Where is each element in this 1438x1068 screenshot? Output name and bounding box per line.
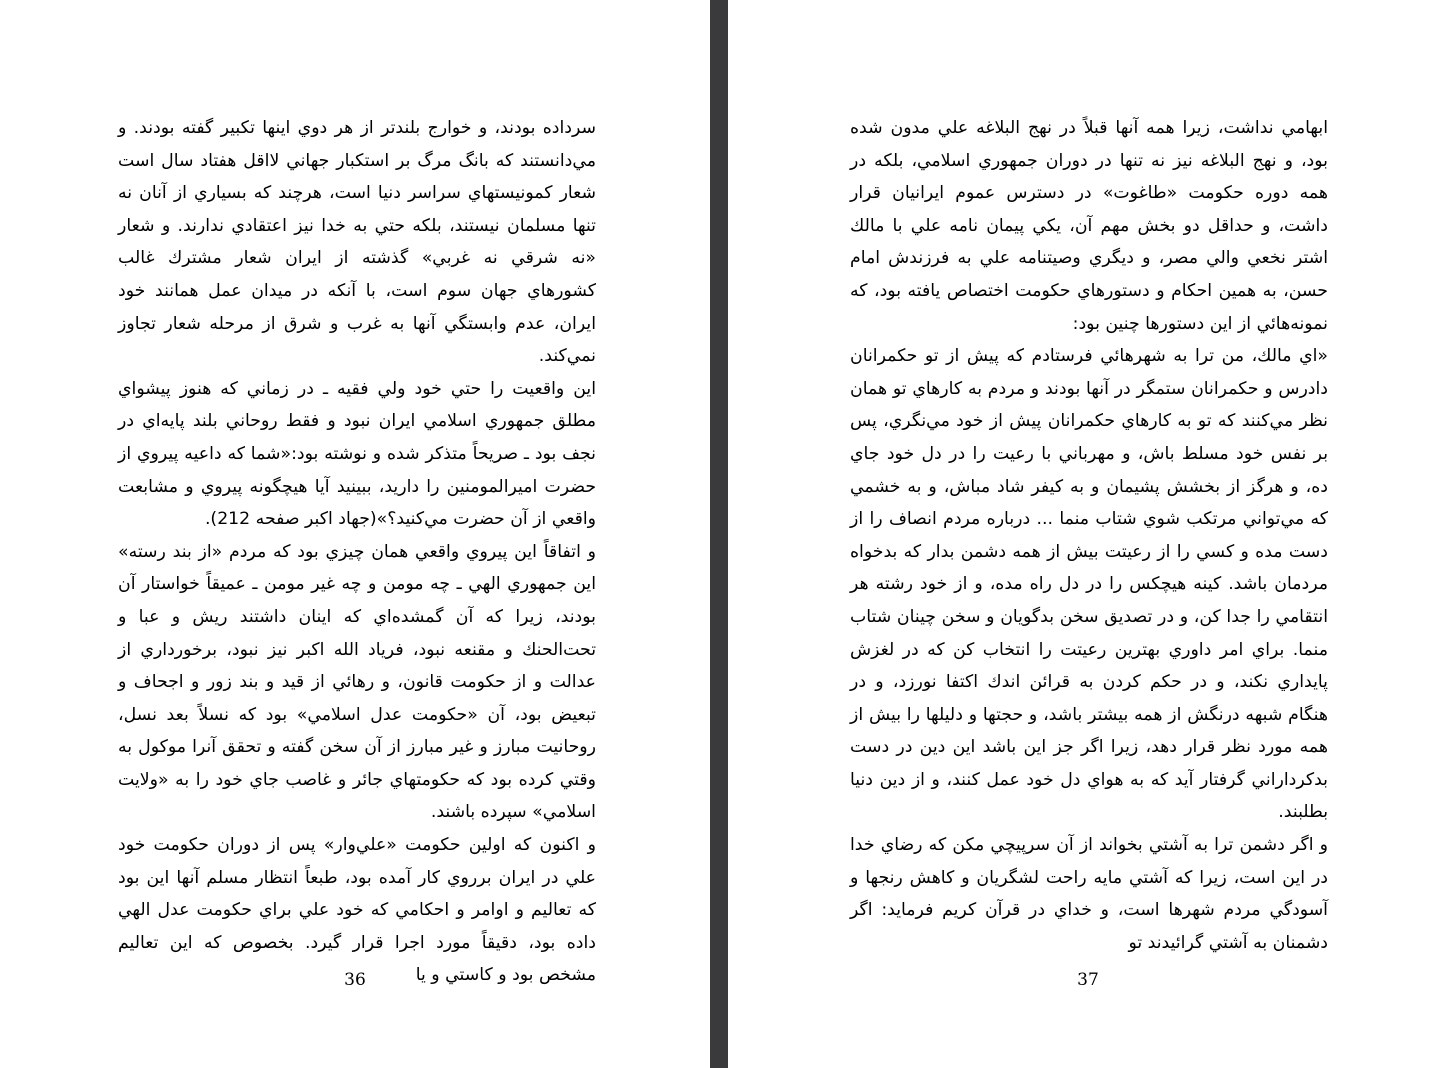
left-paragraph-4: و اكنون كه اولين حكومت «علي‌وار» پس از دوران حكومت خود علي در ايران برروي كار آمده بود، طبعاً انتظار مسلم آنها اين بود كه تعاليم و اوامر و احكامي كه خود علي براي حكومت عدل الهي داده بود، دقيقاً مورد اجرا قرار گيرد. بخصوص كه اين تعاليم مشخص بود و كاستي و يا: [118, 835, 596, 986]
left-paragraph-1: سرداده بودند، و خوارج بلندتر از هر دوي اينها تكبير گفته بودند. و مي‌دانستند كه بانگ مرگ بر استكبار جهاني لااقل هفتاد سال است شعار كمونيستهاي سراسر دنيا است، هرچند كه بسياري از آنان نه تنها مسلمان نيستند، بلكه حتي به خدا نيز اعتقادي ندارند. و شعار «نه شرقي نه غربي» گذشته از ايران شعار مشترك غالب كشورهاي جهان سوم است، با آنكه در ميدان عمل همانند خود ايران، عدم وابستگي آنها به غرب و شرق از مرحله شعار تجاوز نمي‌كند.: [118, 118, 596, 367]
book-spine-divider: [710, 0, 728, 1068]
right-paragraph-3: و اگر دشمن ترا به آشتي بخواند از آن سرپيچي مكن كه رضاي خدا در اين است، زيرا كه آشتي مايه راحت لشگريان و كاهش رنجها و آسودگي مردم شهرها است، و خداي در قرآن كريم فرمايد: اگر دشمنان به آشتي گرائيدند تو: [850, 835, 1328, 953]
right-paragraph-2: «اي مالك، من ترا به شهرهائي فرستادم كه پيش از تو حكمرانان دادرس و حكمرانان ستمگر در آنها بودند و مردم به كارهاي تو همان نظر مي‌كنند كه تو به كارهاي حكمرانان پيش از خود مي‌نگري، پس بر نفس خود مسلط باش، و مهرباني با رعيت را در دل خود جاي ده، و هرگز از بخشش پشيمان و به كيفر شاد مباش، و به خشمي كه مي‌تواني مرتكب شوي شتاب منما ... درباره مردم انصاف را از دست مده و كسي را از رعيتت بيش از همه دشمن بدار كه بدخواه مردمان باشد. كينه هيچكس را در دل راه مده، و از خود رشته هر انتقامي را جدا كن، و در تصديق سخن بدگويان و سخن چينان شتاب منما. براي امر داوري بهترين رعيتت را انتخاب كن كه در لغزش پايداري نكند، و در حكم كردن به قرائن اندك اكتفا نورزد، و در هنگام شبهه درنگش از همه بيشتر باشد، و حجتها و دليلها را بيش از همه مورد نظر قرار دهد، زيرا اگر جز اين باشد اين دين در دست بدكرداراني گرفتار آيد كه به هواي دل خود عمل كنند، و از دين دنيا بطلبند.: [850, 346, 1328, 823]
left-paragraph-3: و اتفاقاً اين پيروي واقعي همان چيزي بود كه مردم «از بند رسته» اين جمهوري الهي ـ چه مومن و چه غير مومن ـ عميقاً خواستار آن بودند، زيرا كه آن گمشده‌اي كه اينان داشتند ريش و عبا و تحت‌الحنك و مقنعه نبود، فرياد الله اكبر نيز نبود، برخورداري از عدالت و از حكومت قانون، و رهائي از قيد و بند زور و اجحاف و تبعيض بود، آن «حكومت عدل اسلامي» بود كه نسلاً بعد نسل، روحانيت مبارز و غير مبارز از آن سخن گفته و تحقق آنرا موكول به وقتي كرده بود كه حكومتهاي جائر و غاصب جاي خود را به «ولايت اسلامي» سپرده باشند.: [118, 541, 596, 823]
right-page-number: 37: [1077, 970, 1099, 990]
right-paragraph-1: ابهامي نداشت، زيرا همه آنها قبلاً در نهج البلاغه علي مدون شده بود، و نهج البلاغه نيز نه تنها در دوران جمهوري اسلامي، بلكه در همه دوره حكومت «طاغوت» در دسترس عموم ايرانيان قرار داشت، و حداقل دو بخش مهم آن، يكي پيمان نامه علي با مالك اشتر نخعي والي مصر، و ديگري وصيتنامه علي به فرزندش امام حسن، به همين احكام و دستورهاي حكومت اختصاص يافته بود، كه نمونه‌هائي از اين دستورها چنين بود:: [850, 118, 1328, 334]
right-page-text: [850, 112, 1328, 959]
left-page: [0, 0, 710, 1068]
left-page-text: [118, 112, 596, 992]
left-paragraph-2: اين واقعيت را حتي خود ولي فقيه ـ در زماني كه هنوز پيشواي مطلق جمهوري اسلامي ايران نبود و فقط روحاني بلند پايه‌اي در نجف بود ـ صريحاً متذكر شده و نوشته بود:«شما كه داعيه پيروي از حضرت اميرالمومنين را داريد، ببينيد آيا هيچگونه پيروي و مشابعت واقعي از آن حضرت مي‌كنيد؟»(جهاد اكبر صفحه 212).: [118, 378, 596, 530]
right-page: [728, 0, 1438, 1068]
left-page-number: 36: [344, 970, 366, 990]
